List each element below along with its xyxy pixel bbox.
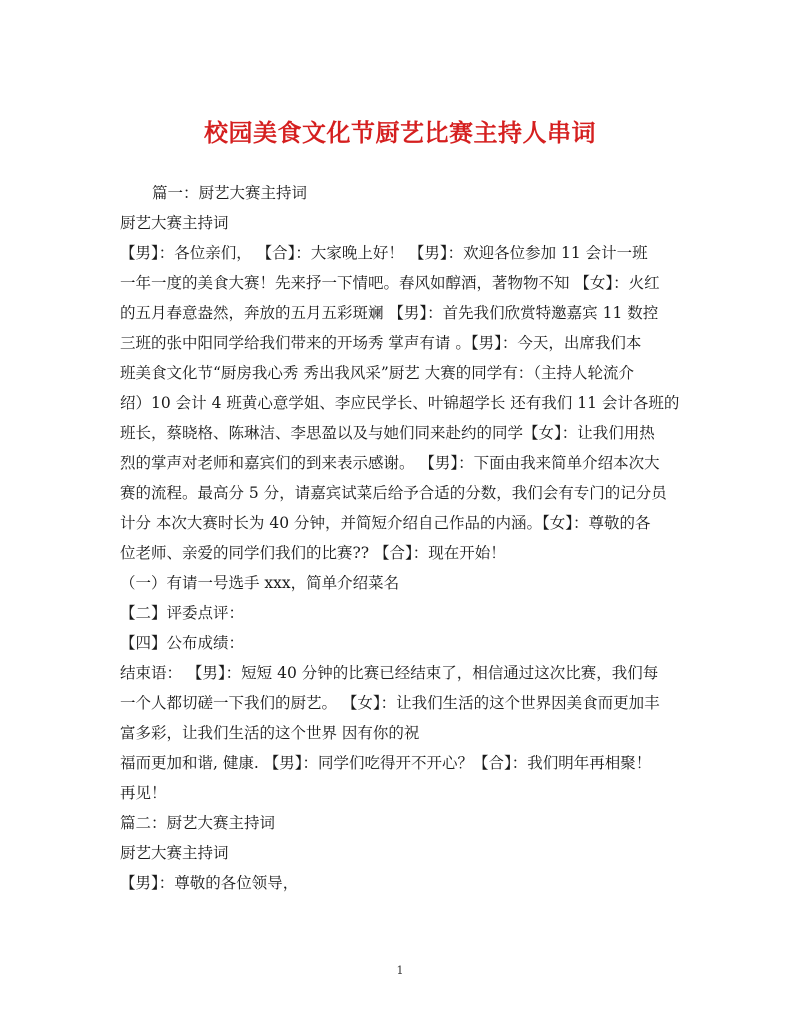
text-line: 绍）10 会计 4 班黄心意学姐、李应民学长、叶锦超学长 还有我们 11 会计各班的 <box>120 394 680 412</box>
text-line: 篇二：厨艺大赛主持词 <box>120 814 276 832</box>
text-line: 赛的流程。最高分 5 分，请嘉宾试菜后给予合适的分数，我们会有专门的记分员 <box>120 484 667 502</box>
text-line: 厨艺大赛主持词 <box>120 844 229 862</box>
text-line: 班长，蔡晓格、陈琳洁、李思盈以及与她们同来赴约的同学【女】：让我们用热 <box>120 424 655 442</box>
text-line: 计分 本次大赛时长为 40 分钟，并简短介绍自己作品的内涵。【女】：尊敬的各 <box>120 514 651 532</box>
text-line: 一年一度的美食大赛！先来抒一下情吧。春风如醇酒，著物物不知 【女】：火红 <box>120 274 660 292</box>
text-line: 【男】：各位亲们， 【合】：大家晚上好！ 【男】：欢迎各位参加 11 会计一班 <box>120 244 648 262</box>
text-line: 一个人都切磋一下我们的厨艺。 【女】：让我们生活的这个世界因美食而更加丰 <box>120 694 660 712</box>
page-number: 1 <box>396 964 404 977</box>
text-line: 【四】公布成绩： <box>120 634 245 652</box>
text-line: 福而更加和谐, 健康. 【男】：同学们吃得开不开心？【合】：我们明年再相聚！ <box>120 754 652 772</box>
text-line: 篇一：厨艺大赛主持词 <box>152 184 308 202</box>
text-line: 位老师、亲爱的同学们我们的比赛?? 【合】：现在开始！ <box>120 544 506 562</box>
text-line: （一）有请一号选手 xxx，简单介绍菜名 <box>120 574 400 592</box>
text-line: 再见！ <box>120 784 167 802</box>
text-line: 三班的张中阳同学给我们带来的开场秀 掌声有请 。【男】：今天，出席我们本 <box>120 334 642 352</box>
text-line: 结束语： 【男】：短短 40 分钟的比赛已经结束了，相信通过这次比赛，我们每 <box>120 664 659 682</box>
text-line: 【二】评委点评： <box>120 604 245 622</box>
document-body <box>120 178 685 898</box>
text-line: 班美食文化节“厨房我心秀 秀出我风采”厨艺 大赛的同学有：（主持人轮流介 <box>120 364 634 382</box>
text-line: 【男】：尊敬的各位领导， <box>120 874 299 892</box>
text-line: 富多彩，让我们生活的这个世界 因有你的祝 <box>120 724 420 742</box>
text-line: 厨艺大赛主持词 <box>120 214 229 232</box>
text-line: 的五月春意盎然，奔放的五月五彩斑斓 【男】：首先我们欣赏特邀嘉宾 11 数控 <box>120 304 659 322</box>
document-title: 校园美食文化节厨艺比赛主持人串词 <box>204 118 596 147</box>
text-line: 烈的掌声对老师和嘉宾们的到来表示感谢。 【男】：下面由我来简单介绍本次大 <box>120 454 660 472</box>
